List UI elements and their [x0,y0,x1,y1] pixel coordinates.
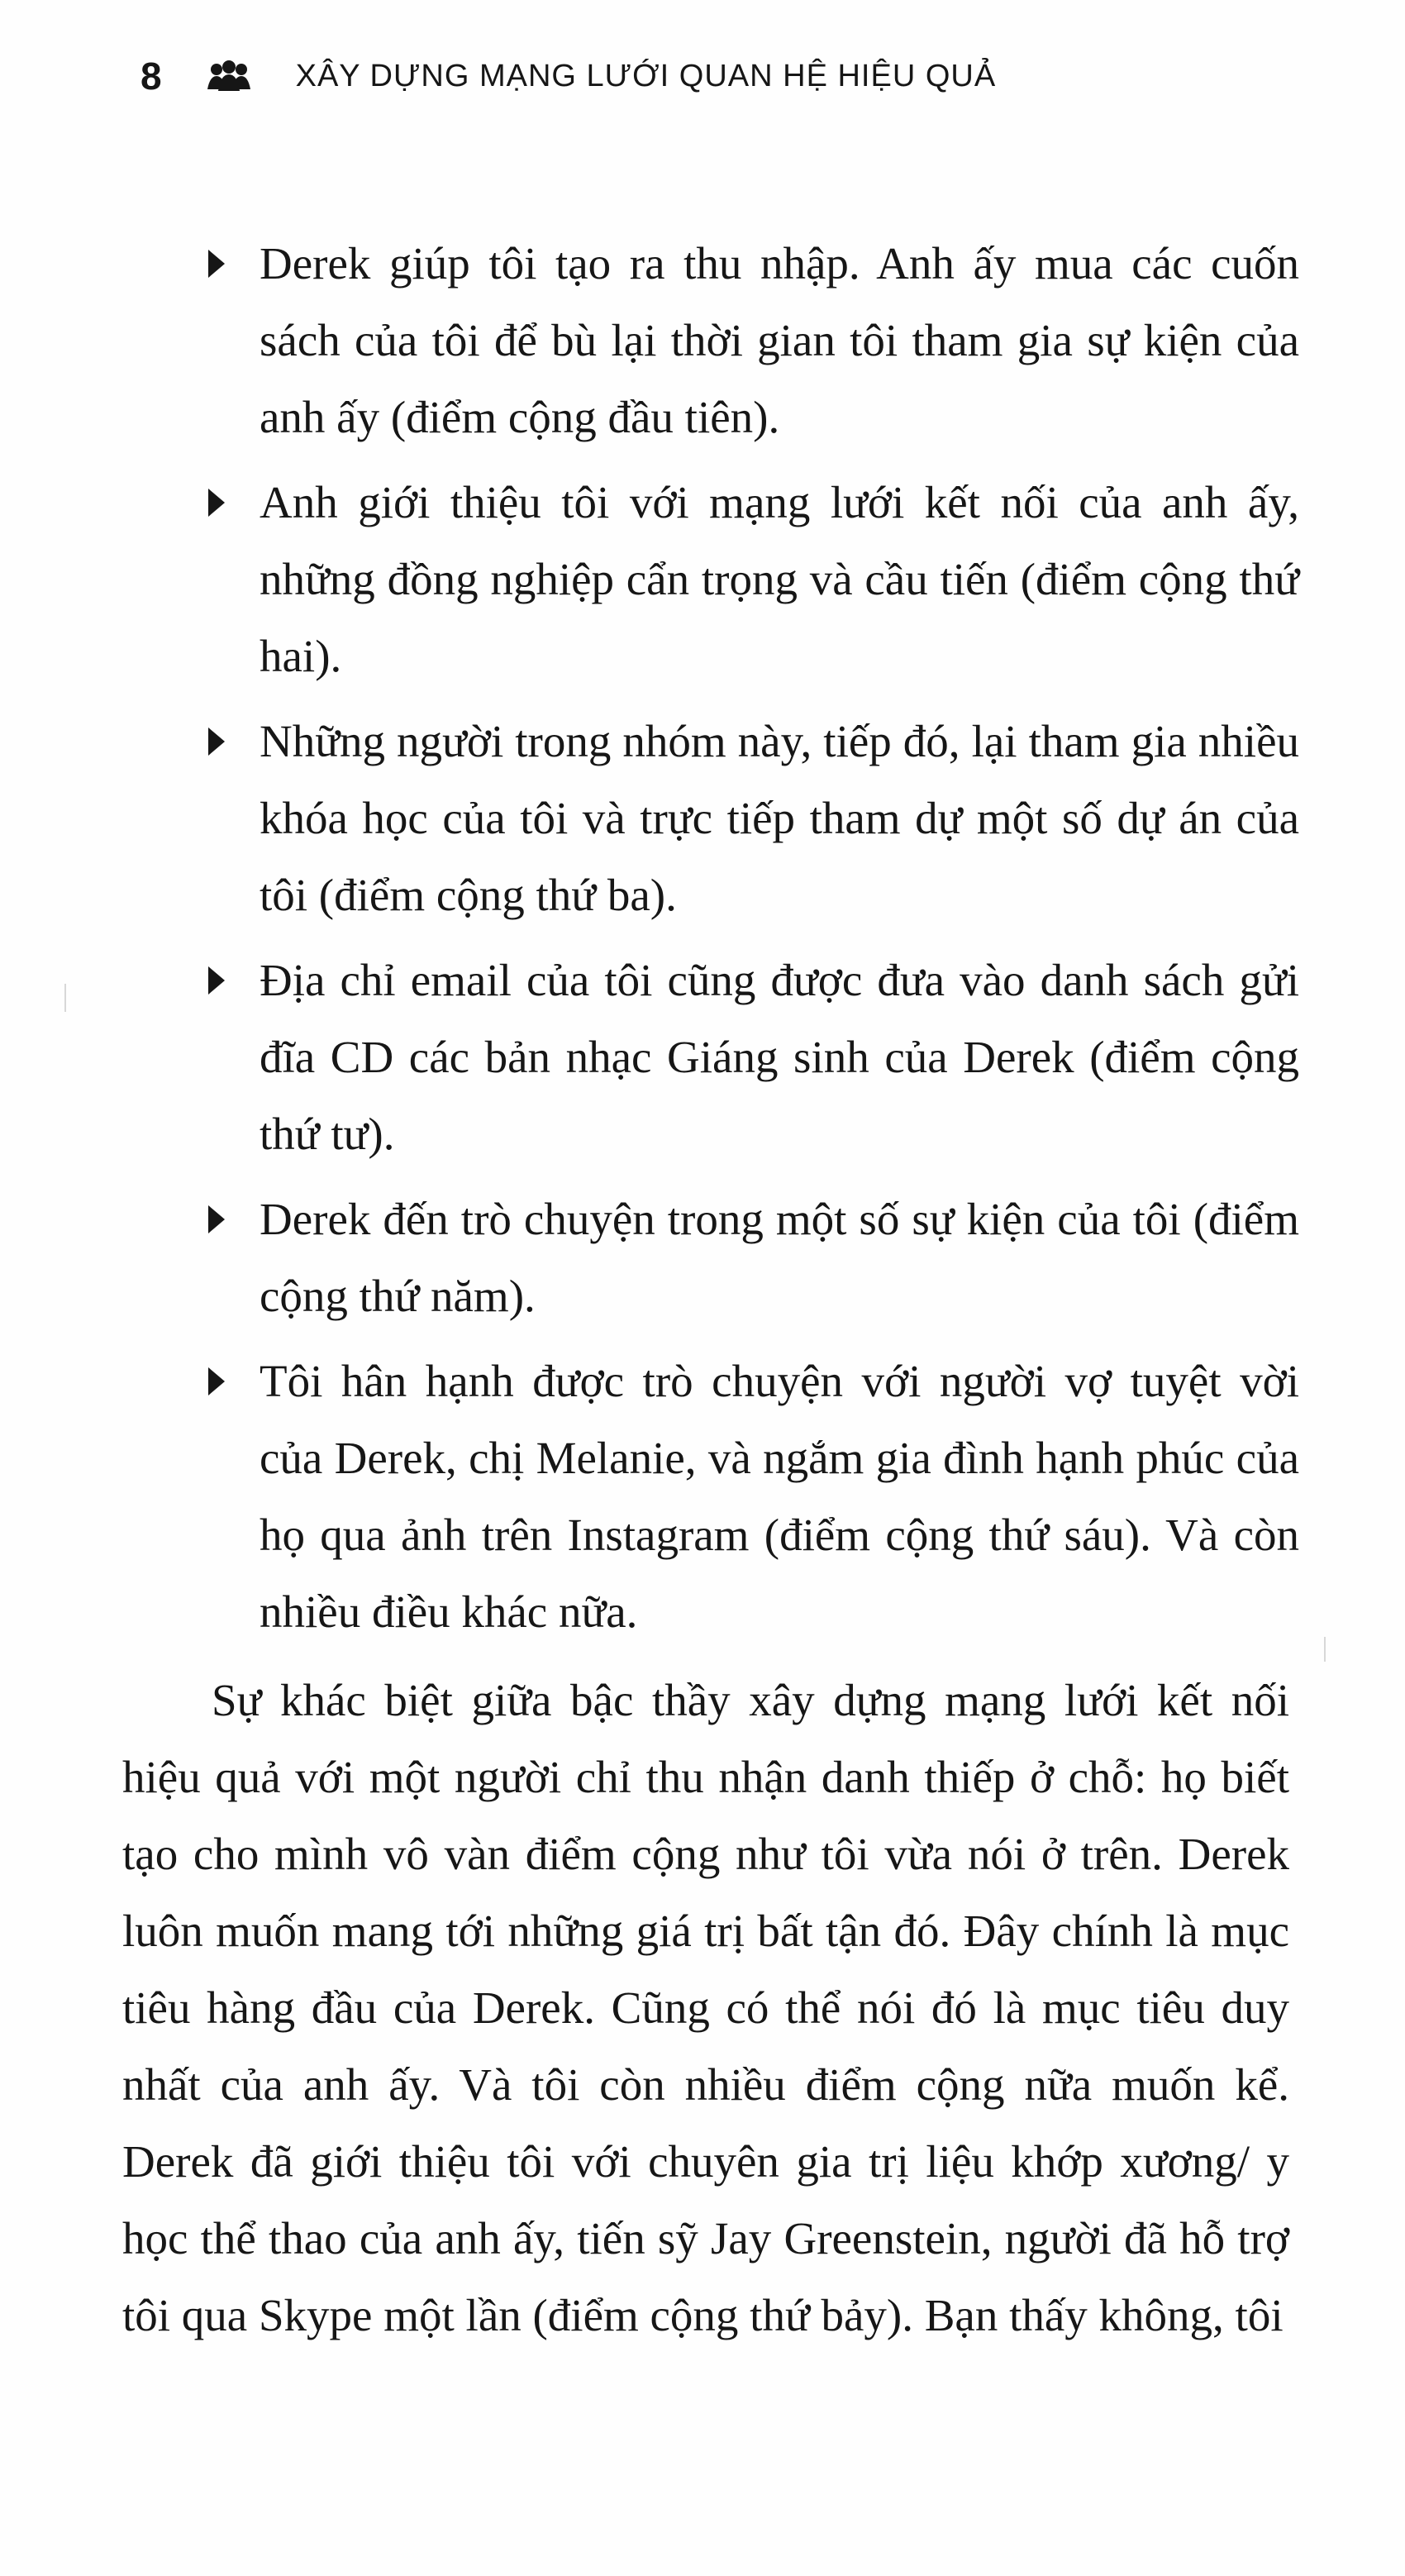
bullet-list [208,225,1299,1658]
body-paragraph: Sự khác biệt giữa bậc thầy xây dựng mạng lưới kết nối hiệu quả với một người chỉ thu nhận danh thiếp ở chỗ: họ biết tạo cho mình vô vàn điểm cộng như tôi vừa nói ở trên. Derek luôn muốn mang tới những giá trị bất tận đó. Đây chính là mục tiêu hàng đầu của Derek. Cũng có thể nói đó là mục tiêu duy nhất của anh ấy. Và tôi còn nhiều điểm cộng nữa muốn kể. Derek đã giới thiệu tôi với chuyên gia trị liệu khớp xương/ y học thể thao của anh ấy, tiến sỹ Jay Greenstein, người đã hỗ trợ tôi qua Skype một lần (điểm cộng thứ bảy). Bạn thấy không, tôi [122,1675,1289,2340]
running-header [140,43,996,109]
running-header-title: XÂY DỰNG MẠNG LƯỚI QUAN HỆ HIỆU QUẢ [295,58,997,93]
triangle-bullet-icon [208,489,225,517]
bullet-text: Tôi hân hạnh được trò chuyện với người vợ tuyệt vời của Derek, chị Melanie, và ngắm gia đình hạnh phúc của họ qua ảnh trên Instagram (điểm cộng thứ sáu). Và còn nhiều điều khác nữa. [260,1356,1299,1637]
list-item [208,225,1299,456]
triangle-bullet-icon [208,1205,225,1233]
people-group-icon [207,60,251,93]
list-item [208,703,1299,933]
page-number: 8 [140,55,162,98]
bullet-text: Anh giới thiệu tôi với mạng lưới kết nối của anh ấy, những đồng nghiệp cẩn trọng và cầu tiến (điểm cộng thứ hai). [260,477,1299,681]
bullet-text: Derek đến trò chuyện trong một số sự kiện của tôi (điểm cộng thứ năm). [260,1194,1299,1321]
triangle-bullet-icon [208,1367,225,1395]
triangle-bullet-icon [208,250,225,278]
list-item [208,464,1299,694]
list-item [208,1181,1299,1334]
bullet-text: Derek giúp tôi tạo ra thu nhập. Anh ấy mua các cuốn sách của tôi để bù lại thời gian tôi tham gia sự kiện của anh ấy (điểm cộng đầu tiên). [260,238,1299,442]
scan-mark [1324,1637,1326,1662]
scan-mark [64,984,66,1012]
triangle-bullet-icon [208,966,225,995]
bullet-text: Những người trong nhóm này, tiếp đó, lại tham gia nhiều khóa học của tôi và trực tiếp tham dự một số dự án của tôi (điểm cộng thứ ba). [260,716,1299,920]
triangle-bullet-icon [208,727,225,756]
list-item [208,942,1299,1172]
bullet-text: Địa chỉ email của tôi cũng được đưa vào danh sách gửi đĩa CD các bản nhạc Giáng sinh của Derek (điểm cộng thứ tư). [260,955,1299,1159]
list-item [208,1343,1299,1650]
